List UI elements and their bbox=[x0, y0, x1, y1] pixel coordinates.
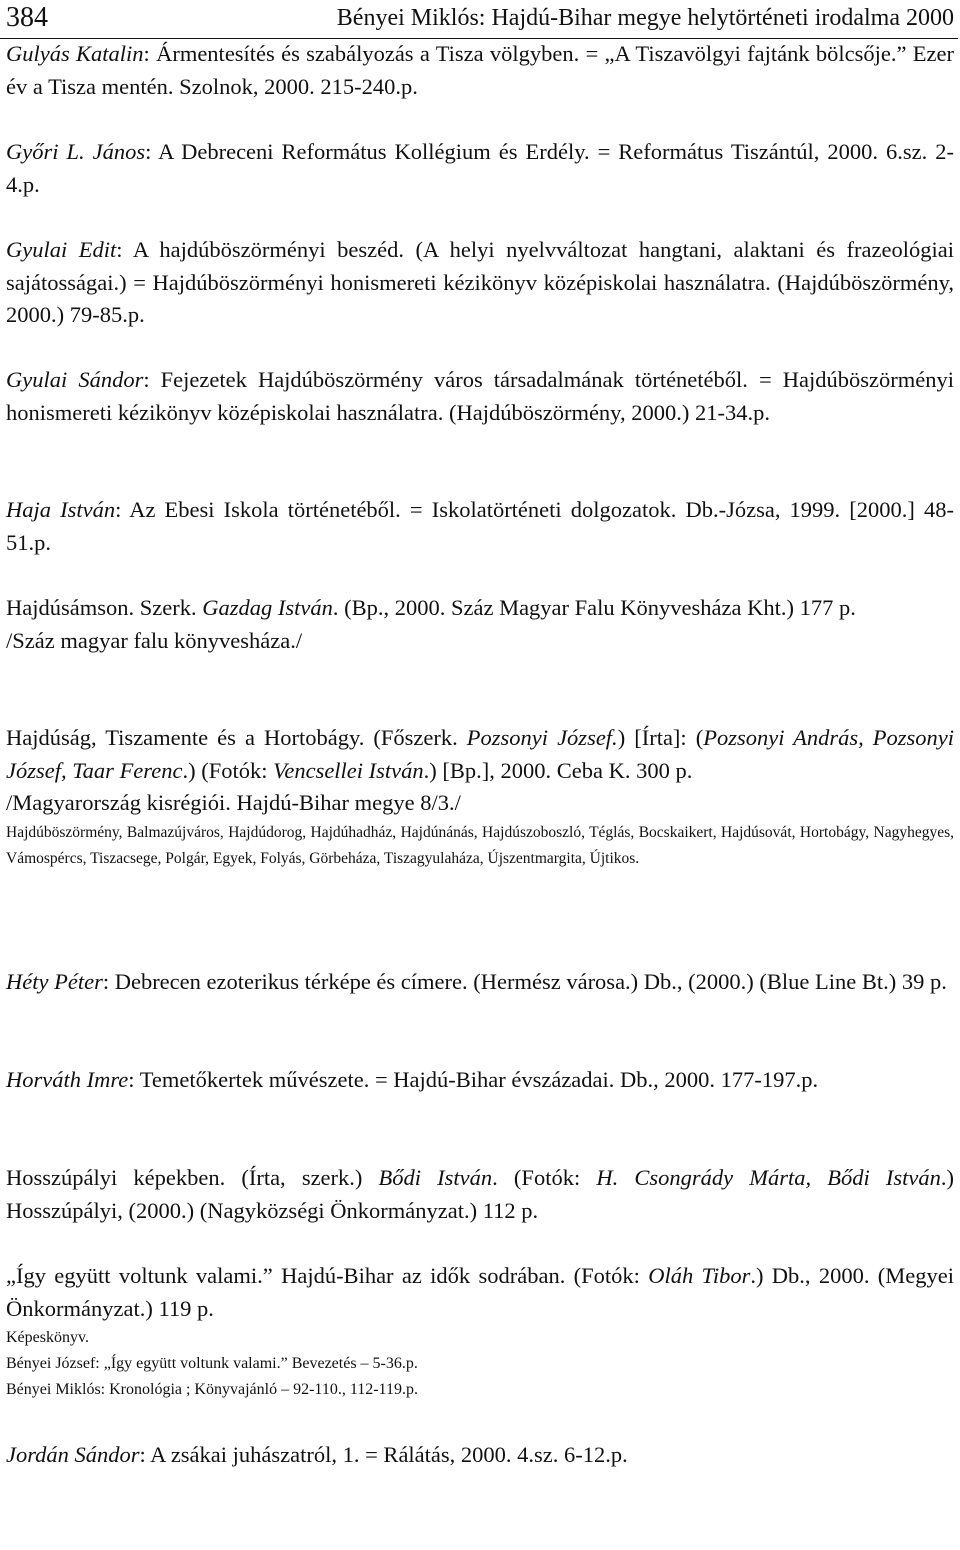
running-title: Bényei Miklós: Hajdú-Bihar megye helytörténeti irodalma 2000 bbox=[336, 5, 954, 31]
bibliography-entry: Hajdúsámson. Szerk. Gazdag István. (Bp., 2000. Száz Magyar Falu Könyvesháza Kht.) 177 p. /Száz magyar falu könyvesháza./ bbox=[6, 592, 954, 657]
entry-note: Bényei József: „Így együtt voltunk valami.” Bevezetés – 5-36.p. bbox=[6, 1355, 418, 1372]
bibliography-entry bbox=[6, 494, 954, 559]
bibliography-entry: Hosszúpályi képekben. (Írta, szerk.) Bődi István. (Fotók: H. Csongrády Márta, Bődi István.) Hosszúpályi, (2000.) (Nagyközségi Önkormányzat.) 112 p. bbox=[6, 1165, 954, 1223]
bibliography-entry bbox=[6, 1439, 954, 1472]
entry-author: Gulyás Katalin bbox=[6, 41, 144, 66]
entry-author: Horváth Imre bbox=[6, 1067, 129, 1092]
entry-author: Gyulai Edit bbox=[6, 237, 117, 262]
bibliography-entry bbox=[6, 136, 954, 201]
page-number: 384 bbox=[6, 2, 48, 33]
entry-note: Képeskönyv. bbox=[6, 1329, 89, 1346]
entry-author: Gyulai Sándor bbox=[6, 367, 144, 392]
entry-text: : A zsákai juhászatról, 1. = Rálátás, 2000. 4.sz. 6-12.p. bbox=[139, 1442, 628, 1467]
entry-text: : A hajdúböszörményi beszéd. (A helyi nyelvváltozat hangtani, alaktani és frazeológiai sajátosságai.) = Hajdúböszörményi honismereti kézikönyv középiskolai használatra. (Hajdúböszörmény, 2000.) 79-85.p. bbox=[6, 237, 954, 327]
entry-note: Hajdúböszörmény, Balmazújváros, Hajdúdorog, Hajdúhadház, Hajdúnánás, Hajdúszoboszló, Téglás, Bocskaikert, Hajdúsovát, Hortobágy, Nagyhegyes, Vámospércs, Tiszacsege, Polgár, Egyek, Folyás, Görbeháza, Tiszagyulaháza, Újszentmargita, Újtikos. bbox=[6, 823, 954, 867]
entry-text: : A Debreceni Református Kollégium és Erdély. = Református Tiszántúl, 2000. 6.sz. 2-4.p. bbox=[6, 139, 954, 197]
entry-author: Győri L. János bbox=[6, 139, 146, 164]
entry-text: : Az Ebesi Iskola történetéből. = Iskolatörténeti dolgozatok. Db.-Józsa, 1999. [2000.] 48-51.p. bbox=[6, 497, 954, 555]
entry-series: /Magyarország kisrégiói. Hajdú-Bihar megye 8/3./ bbox=[6, 790, 461, 815]
entry-author: Héty Péter bbox=[6, 969, 103, 994]
entry-text: : Temetőkertek művészete. = Hajdú-Bihar évszázadai. Db., 2000. 177-197.p. bbox=[128, 1067, 819, 1092]
entry-author: Jordán Sándor bbox=[6, 1442, 140, 1467]
bibliography-entry bbox=[6, 364, 954, 429]
entry-text: : Fejezetek Hajdúböszörmény város társadalmának történetéből. = Hajdúböszörményi honismereti kézikönyv középiskolai használatra. (Hajdúböszörmény, 2000.) 21-34.p. bbox=[6, 367, 954, 425]
bibliography-entry bbox=[6, 966, 954, 999]
entry-author: Haja István bbox=[6, 497, 116, 522]
entry-series: /Száz magyar falu könyvesháza./ bbox=[6, 627, 303, 653]
page-header bbox=[0, 0, 958, 39]
bibliography-entry bbox=[6, 38, 954, 103]
entry-editor: Gazdag István bbox=[202, 595, 333, 620]
bibliography-entry bbox=[6, 1064, 954, 1097]
bibliography-entry bbox=[6, 234, 954, 332]
entry-text: : Ármentesítés és szabályozás a Tisza völgyben. = „A Tiszavölgyi fajtánk bölcsője.” Ezer év a Tisza mentén. Szolnok, 2000. 215-240.p. bbox=[6, 41, 954, 99]
bibliography-entry: „Így együtt voltunk valami.” Hajdú-Bihar az idők sodrában. (Fotók: Oláh Tibor.) Db., 2000. (Megyei Önkormányzat.) 119 p. Képeskönyv. Bényei József: „Így együtt voltunk valami.” Bevezetés – 5-36.p. Bényei Miklós: Kronológia ; Könyvajánló – 92-110., 112-119.p. bbox=[6, 1260, 954, 1403]
entry-text: : Debrecen ezoterikus térképe és címere. (Hermész városa.) Db., (2000.) (Blue Line Bt.) 39 p. bbox=[102, 969, 947, 994]
bibliography-entry: Hajdúság, Tiszamente és a Hortobágy. (Főszerk. Pozsonyi József.) [Írta]: (Pozsonyi András, Pozsonyi József, Taar Ferenc.) (Fotók: Vencsellei István.) [Bp.], 2000. Ceba K. 300 p. /Magyarország kisrégiói. Hajdú-Bihar megye 8/3./ Hajdúböszörmény, Balmazújváros, Hajdúdorog, Hajdúhadház, Hajdúnánás, Hajdúszoboszló, Téglás, Bocskaikert, Hajdúsovát, Hortobágy, Nagyhegyes, Vámospércs, Tiszacsege, Polgár, Egyek, Folyás, Görbeháza, Tiszagyulaháza, Újszentmargita, Újtikos. bbox=[6, 722, 954, 872]
entry-note: Bényei Miklós: Kronológia ; Könyvajánló – 92-110., 112-119.p. bbox=[6, 1381, 418, 1398]
